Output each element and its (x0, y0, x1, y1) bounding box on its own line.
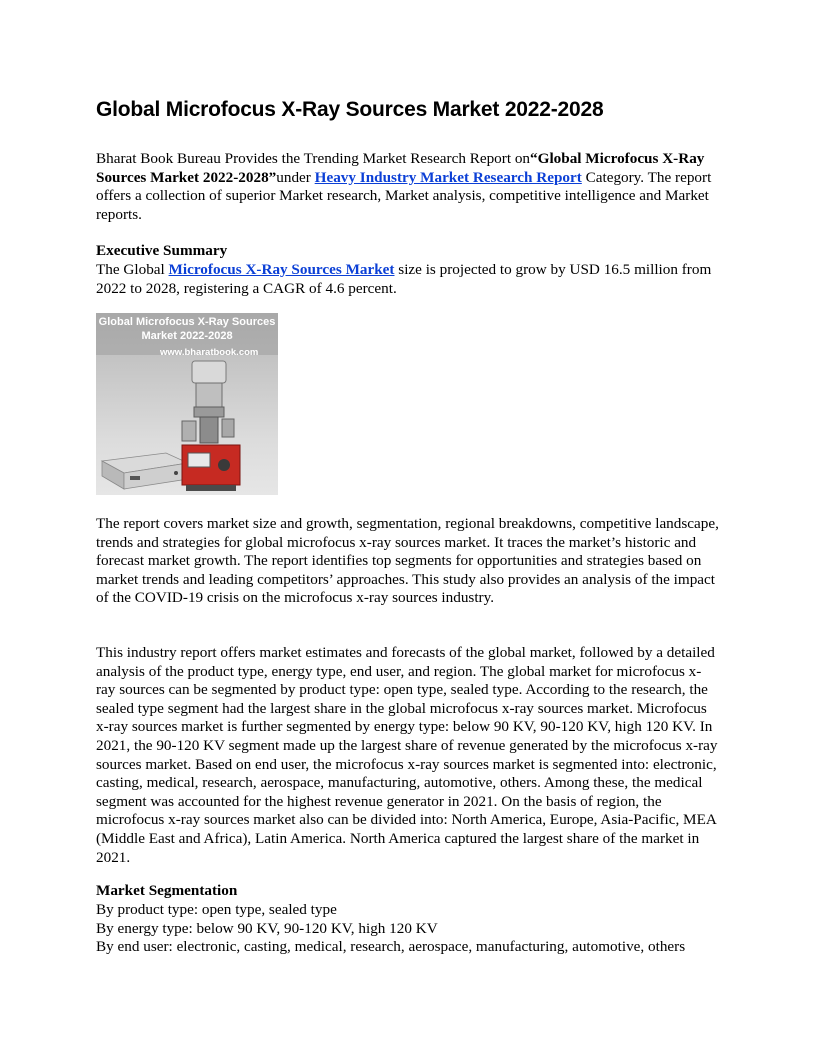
market-segmentation-heading: Market Segmentation (96, 882, 238, 899)
report-name: “Global Microfocus X-Ray Sources Market 2022-2028” (96, 150, 705, 186)
executive-summary-paragraph (96, 261, 720, 298)
analysis-paragraph: This industry report offers market estimates and forecasts of the global market, followed by a detailed analysis of the product type, energy type, end user, and region. The global market for microfocus x-ray sources can be segmented by product type: open type, sealed type. According to the research, the sealed type segment had the largest share in the global microfocus x-ray sources market. Microfocus x-ray sources market is further segmented by energy type: below 90 KV, 90-120 KV, high 120 KV. In 2021, the 90-120 KV segment made up the largest share of revenue generated by the microfocus x-ray sources market. Based on end user, the microfocus x-ray sources market is segmented into: electronic, casting, medical, research, aerospace, manufacturing, automotive, others. Among these, the medical segment was accounted for the highest revenue generator in 2021. On the basis of region, the microfocus x-ray sources market also can be divided into: North America, Europe, Asia-Pacific, MEA (Middle East and Africa), Latin America. North America captured the largest share of the market in 2021. (96, 644, 718, 866)
overview-paragraph: The report covers market size and growth, segmentation, regional breakdowns, competitive landscape, trends and strategies for global microfocus x-ray sources market. It traces the market’s historic and forecast market growth. The report identifies top segments for opportunities and strategies based on market trends and leading competitors’ approaches. This study also provides an analysis of the impact of the COVID-19 crisis on the microfocus x-ray sources industry. (96, 515, 719, 607)
intro-paragraph (96, 150, 720, 224)
figure-title (96, 315, 278, 343)
intro-under: under (276, 168, 315, 186)
executive-summary-heading: Executive Summary (96, 242, 228, 259)
report-cover-image (96, 313, 278, 495)
category-link[interactable]: Heavy Industry Market Research Report (314, 168, 582, 186)
page-title: Global Microfocus X-Ray Sources Market 2022-2028 (96, 98, 604, 121)
figure-title-line1: Global Microfocus X-Ray Sources (98, 316, 276, 328)
intro-text: Bharat Book Bureau Provides the Trending Market Research Report on (96, 150, 531, 167)
summary-text-after: size is projected to grow by USD 16.5 million from 2022 to 2028, registering a CAGR of 4.6 percent. (96, 261, 712, 297)
segmentation-energy-type: By energy type: below 90 KV, 90-120 KV, high 120 KV (96, 920, 438, 937)
intro-text-after: Category. The report offers a collection of superior Market research, Market analysis, competitive intelligence and Market reports. (96, 168, 712, 223)
summary-text: The Global (96, 261, 169, 278)
figure-title-line2: Market 2022-2028 (141, 330, 233, 342)
segmentation-product-type: By product type: open type, sealed type (96, 901, 337, 918)
figure-url: www.bharatbook.com (160, 347, 259, 358)
segmentation-end-user: By end user: electronic, casting, medical, research, aerospace, manufacturing, automotive, others (96, 938, 686, 955)
market-link[interactable]: Microfocus X-Ray Sources Market (168, 261, 395, 278)
